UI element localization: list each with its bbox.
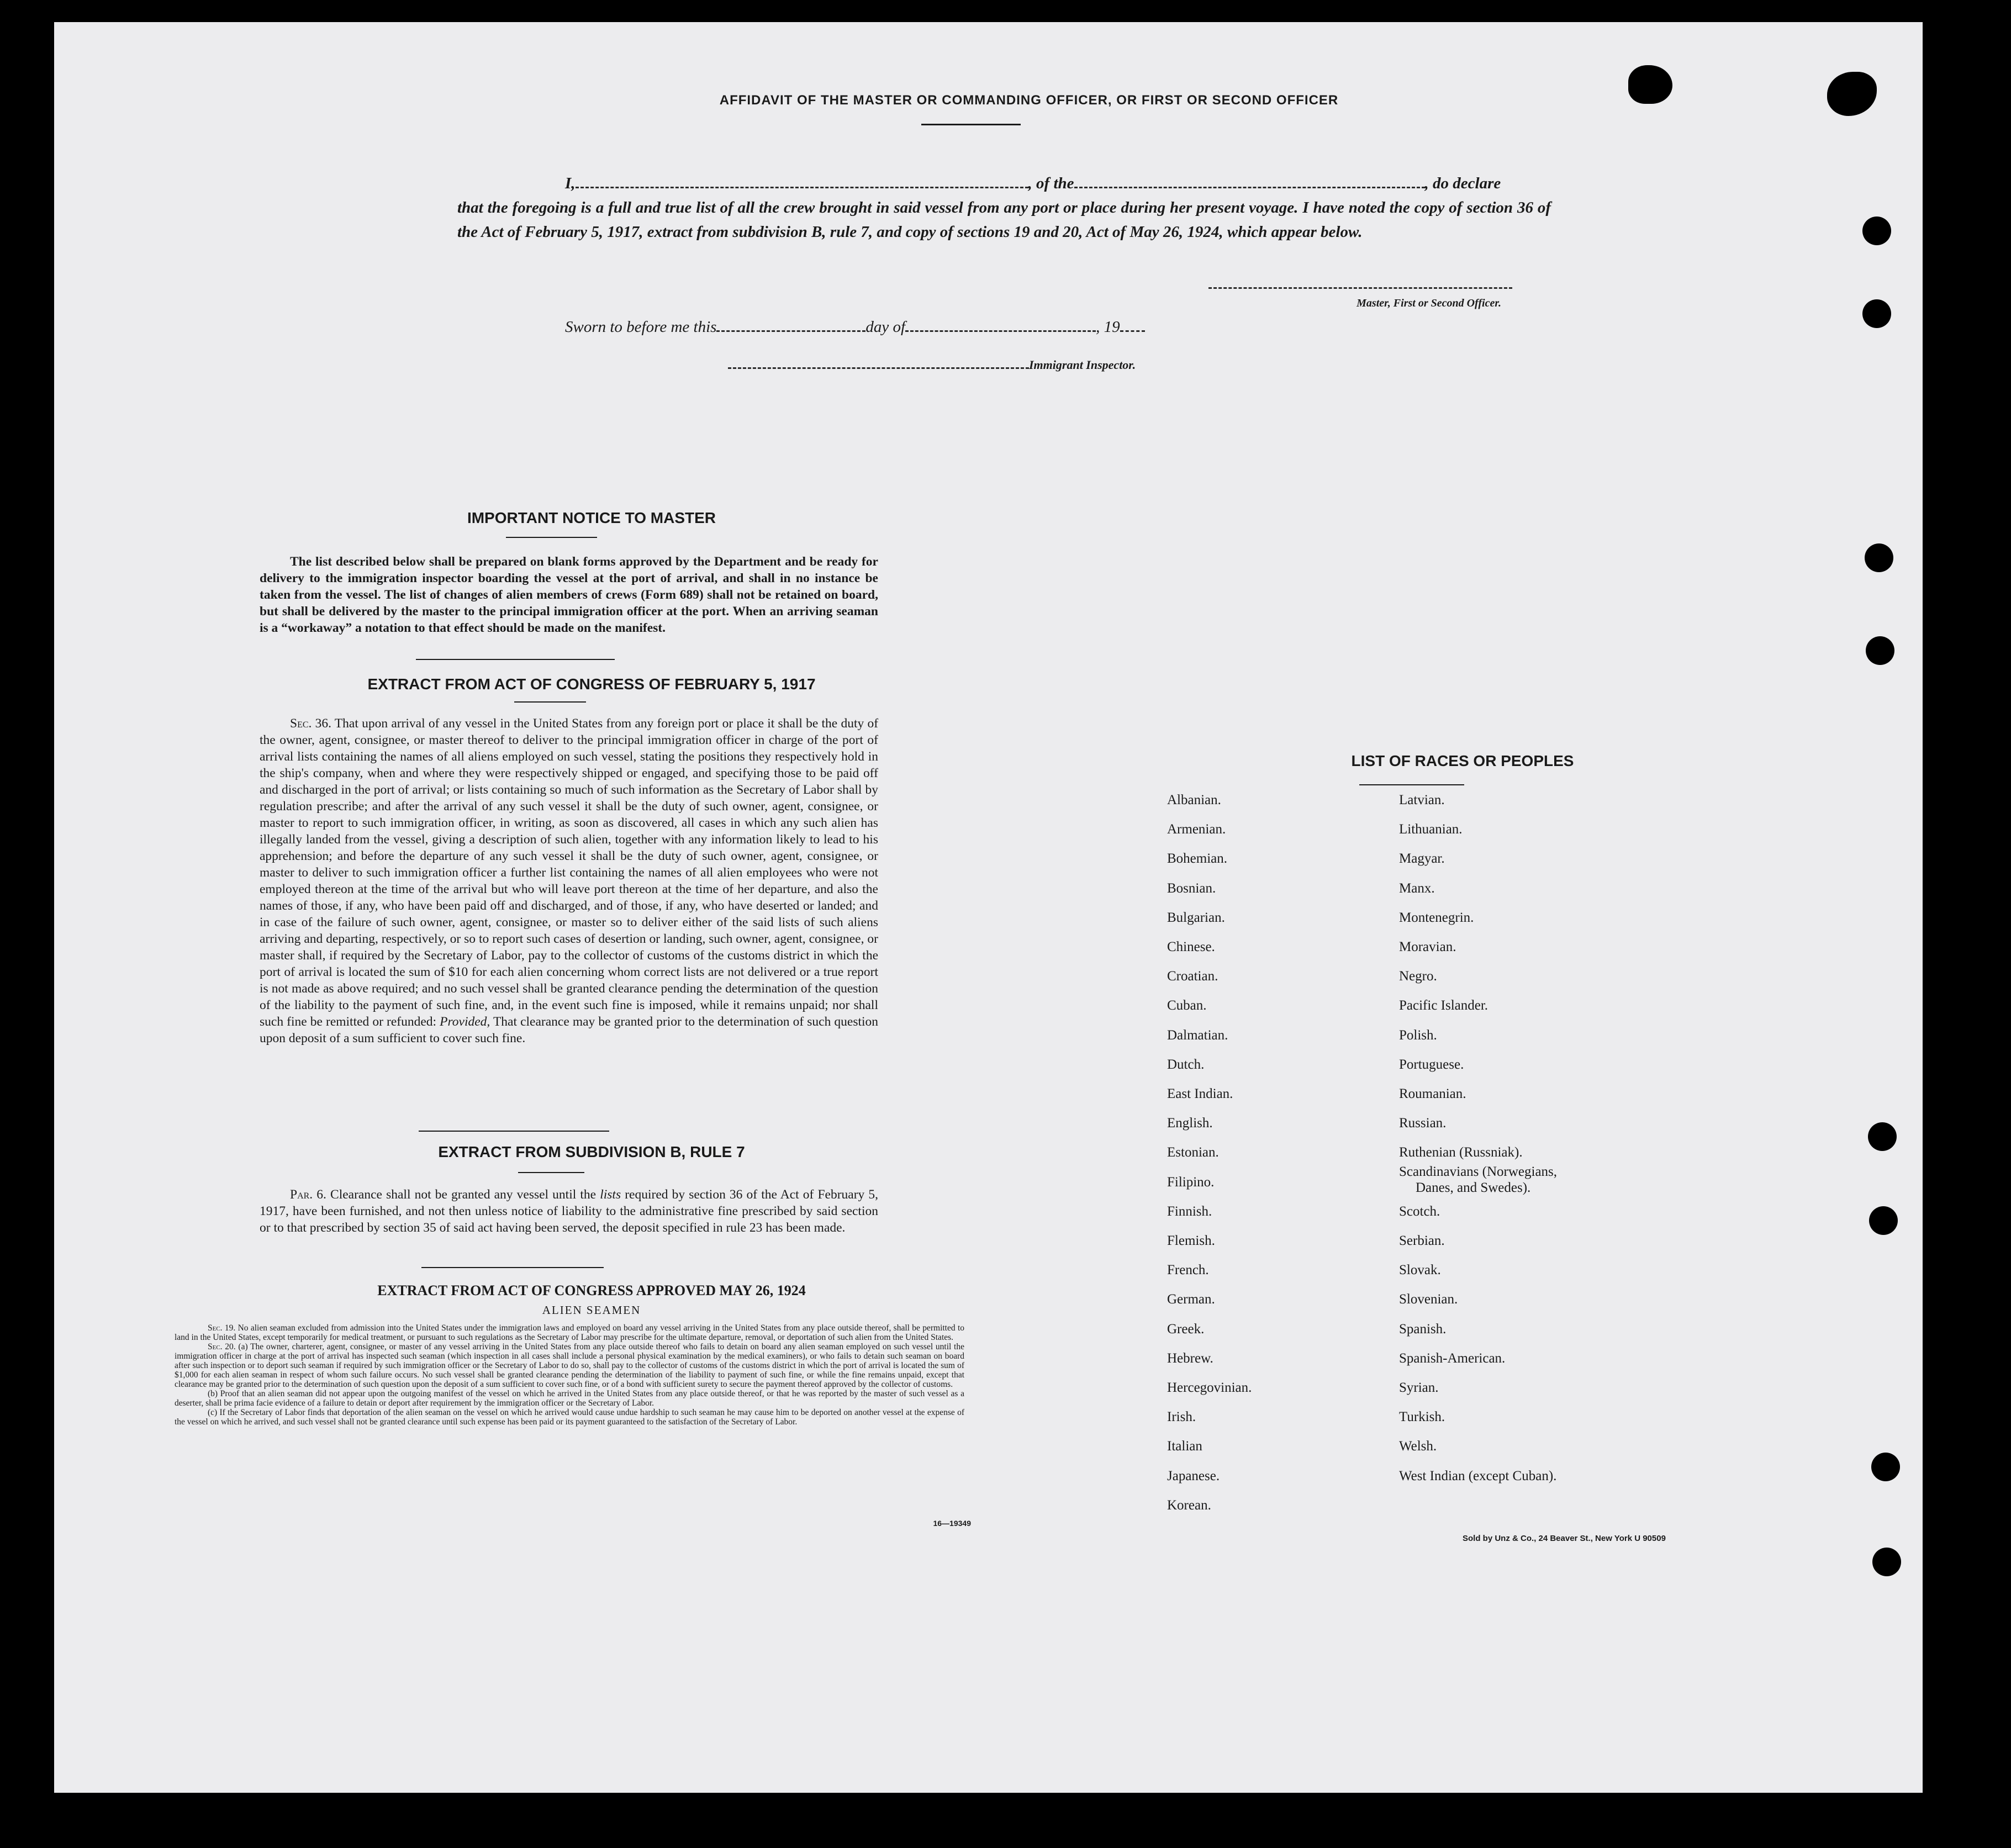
race-item: Magyar. xyxy=(1399,851,1445,867)
race-item: Irish. xyxy=(1167,1409,1196,1425)
race-item: Manx. xyxy=(1399,880,1435,896)
day-blank xyxy=(716,330,865,332)
title-rule xyxy=(921,124,1021,125)
sworn-line xyxy=(565,315,1228,339)
race-item: Spanish-American. xyxy=(1399,1350,1506,1366)
race-item: Flemish. xyxy=(1167,1233,1215,1248)
par-6-text-b: required by section 36 of the Act of February 5, 1917, have been furnished, and not then unless notice of liability to the administrative fine prescribed by said section or to that prescribed by section 35 of said act having been served, the deposit specified in rule 23 has been made. xyxy=(260,1187,879,1235)
race-item: German. xyxy=(1167,1292,1215,1307)
race-item: Negro. xyxy=(1399,969,1437,984)
sec-20c-paragraph: (c) If the Secretary of Labor finds that deportation of the alien seaman on the vessel on which he arrived would cause undue hardship to such seaman he may cause him to be deported on another vessel at the expense of the vessel on which he arrived, and such vessel shall not be granted clearance until such expense has been paid or its payment guaranteed to the satisfaction of the Secretary of Labor. xyxy=(175,1408,964,1427)
extract-rule7-divider xyxy=(421,1267,604,1268)
race-item: Bulgarian. xyxy=(1167,910,1225,925)
punch-hole xyxy=(1862,217,1891,245)
race-item: Ruthenian (Russniak). xyxy=(1399,1145,1523,1160)
sec-20-label: Sec. 20. xyxy=(208,1342,236,1351)
race-item: East Indian. xyxy=(1167,1086,1233,1101)
race-item: Finnish. xyxy=(1167,1203,1212,1219)
race-item: Latvian. xyxy=(1399,793,1445,807)
race-item: Estonian. xyxy=(1167,1145,1219,1160)
sworn-text: Sworn to before me this xyxy=(565,318,717,336)
notice-divider xyxy=(416,659,615,660)
extract-rule7-rule xyxy=(518,1172,584,1173)
race-item: Scotch. xyxy=(1399,1203,1440,1219)
race-item: Bosnian. xyxy=(1167,880,1216,896)
form-number: 16—19349 xyxy=(933,1519,971,1528)
vessel-blank xyxy=(1074,187,1425,188)
signature-line xyxy=(1208,287,1512,289)
race-item: Slovak. xyxy=(1399,1263,1441,1278)
race-item: Cuban. xyxy=(1167,998,1207,1013)
extract-1924-body xyxy=(175,1323,964,1427)
par-6-text-a: Clearance shall not be granted any vessel until the xyxy=(330,1187,597,1202)
race-item: French. xyxy=(1167,1263,1209,1278)
sec-19-paragraph xyxy=(175,1323,964,1342)
extract-1917-divider xyxy=(419,1131,609,1132)
affidavit-i: I, xyxy=(565,175,576,192)
provided-word: Provided, xyxy=(440,1015,490,1029)
inspector-label: Immigrant Inspector. xyxy=(1029,358,1136,372)
race-item: Greek. xyxy=(1167,1321,1205,1337)
sec-36-label: Sec. 36. xyxy=(290,716,331,731)
race-item: Montenegrin. xyxy=(1399,910,1474,925)
race-item: Italian xyxy=(1167,1439,1202,1454)
extract-1917-title: EXTRACT FROM ACT OF CONGRESS OF FEBRUARY 5, 1917 xyxy=(367,675,816,693)
race-item: Korean. xyxy=(1167,1497,1211,1513)
race-item: Roumanian. xyxy=(1399,1086,1466,1101)
ink-blot xyxy=(1628,65,1672,104)
sec-20a-paragraph xyxy=(175,1342,964,1389)
race-item: Albanian. xyxy=(1167,793,1221,807)
punch-hole xyxy=(1872,1548,1901,1576)
year-blank xyxy=(1120,330,1145,332)
affidavit-text: that the foregoing is a full and true list of all the crew brought in said vessel from any port or place during her present voyage. I have noted the copy of section 36 of the Act of February 5, 1917, extract from subdivision B, rule 7, and copy of sections 19 and 20, Act of May 26, 1924, which appear below. xyxy=(457,199,1551,241)
punch-hole xyxy=(1868,1122,1897,1151)
races-title: LIST OF RACES OR PEOPLES xyxy=(1351,752,1574,769)
race-item: Dutch. xyxy=(1167,1057,1205,1072)
race-item: Lithuanian. xyxy=(1399,822,1463,837)
inspector-blank xyxy=(728,367,1029,369)
ink-blot xyxy=(1827,72,1877,116)
month-blank xyxy=(905,330,1096,332)
sec-20a-text: (a) The owner, charterer, agent, consignee, or master of any vessel arriving in the United States from any place outside thereof who fails to detain on board any alien seaman employed on such vessel until the immigration officer in charge at the port of arrival has inspected such seaman (which inspection in all cases shall include a personal physical examination by the medical examiners), or who fails to detain such seaman on board after such inspection or to deport such seaman if required by such immigration officer or the Secretary of Labor to do so, shall pay to the collector of customs of the customs district in which the port of arrival is located the sum of $1,000 for each alien seaman in respect of whom such failure occurs. No such vessel shall be granted clearance pending the determination of the liability to payment of such fine, or while the fine remains unpaid, except that clearance may be granted prior to the determination of such question upon the deposit of a sum sufficient to cover such fine, or of a bond with sufficient surety to secure the payment thereof approved by the collector of customs. xyxy=(175,1342,964,1389)
inspector-line xyxy=(728,358,1197,372)
notice-title: IMPORTANT NOTICE TO MASTER xyxy=(467,509,716,526)
extract-1917-rule xyxy=(514,701,586,703)
extract-rule7-title: EXTRACT FROM SUBDIVISION B, RULE 7 xyxy=(438,1143,745,1160)
race-item: Filipino. xyxy=(1167,1174,1215,1190)
race-item: Portuguese. xyxy=(1399,1057,1464,1072)
race-item: Syrian. xyxy=(1399,1380,1439,1395)
year-text: , 19 xyxy=(1096,318,1120,336)
race-item: Welsh. xyxy=(1399,1439,1437,1454)
race-item: Scandinavians (Norwegians, xyxy=(1399,1164,1558,1179)
race-item: English. xyxy=(1167,1116,1213,1131)
race-item: Turkish. xyxy=(1399,1409,1445,1425)
race-item: Croatian. xyxy=(1167,969,1218,984)
race-item: Dalmatian. xyxy=(1167,1027,1228,1043)
punch-hole xyxy=(1865,543,1893,572)
race-item: Hercegovinian. xyxy=(1167,1380,1252,1395)
notice-body: The list described below shall be prepared on blank forms approved by the Department and be ready for delivery to the immigration inspector boarding the vessel at the port of arrival, and shall in no instance be taken from the vessel. The list of changes of alien members of crews (Form 689) shall not be retained on board, but shall be delivered by the master to the principal immigration officer at the port. When an arriving seaman is a “workaway” a notation to that effect should be made on the manifest. xyxy=(260,555,878,635)
extract-1924-title: EXTRACT FROM ACT OF CONGRESS APPROVED MAY 26, 1924 xyxy=(377,1282,806,1298)
race-item: West Indian (except Cuban). xyxy=(1399,1468,1557,1483)
race-item: Pacific Islander. xyxy=(1399,998,1489,1013)
day-of-text: day of xyxy=(865,318,906,336)
extract-rule7-body xyxy=(260,1186,878,1236)
extract-1924-subtitle: ALIEN SEAMEN xyxy=(542,1303,641,1317)
sec-19-label: Sec. 19. xyxy=(208,1323,236,1333)
race-item: Spanish. xyxy=(1399,1321,1447,1337)
notice-rule xyxy=(506,537,597,538)
race-item: Polish. xyxy=(1399,1027,1437,1043)
affidavit-do-declare: , do declare xyxy=(1424,175,1501,192)
name-blank xyxy=(576,187,1028,188)
race-item: Bohemian. xyxy=(1167,851,1228,867)
affidavit-title: AFFIDAVIT OF THE MASTER OR COMMANDING OFFICER, OR FIRST OR SECOND OFFICER xyxy=(719,93,1339,108)
par-6-label: Par. 6. xyxy=(290,1187,326,1202)
race-item: Moravian. xyxy=(1399,939,1456,954)
signature-label: Master, First or Second Officer. xyxy=(1356,297,1501,309)
races-rule xyxy=(1359,784,1464,785)
sec-19-text: No alien seaman excluded from admission into the United States under the immigration laws and employed on board any vessel arriving in the United States from any place outside thereof, shall be permitted to land in the United States, except temporarily for medical treatment, or pursuant to such regulations as the Secretary of Labor may prescribe for the ultimate departure, removal, or deportation of such alien from the United States. xyxy=(175,1323,964,1342)
race-item: Russian. xyxy=(1399,1116,1447,1131)
race-item: Chinese. xyxy=(1167,939,1215,954)
race-item: Slovenian. xyxy=(1399,1292,1458,1307)
lists-word: lists xyxy=(600,1187,621,1202)
sec-36-end: That clearance may be granted prior to the determination of such question upon deposit of a sum sufficient to cover such fine. xyxy=(260,1015,879,1046)
sec-36-text: That upon arrival of any vessel in the United States from any foreign port or place it shall be the duty of the owner, agent, consignee, or master thereof to deliver to the principal immigration officer in charge of the port of arrival lists containing the names of all aliens employed on such vessel, stating the positions they respectively hold in the ship's company, when and where they were respectively shipped or engaged, and specifying those to be paid off and discharged in the port of arrival; or lists containing so much of such information as the Secretary of Labor shall by regulation prescribe; and after the arrival of any such vessel it shall be the duty of such owner, agent, consignee, or master to report to such immigration officer, in writing, as soon as discovered, all cases in which any such alien has illegally landed from the vessel, giving a description of such alien, together with any information likely to lead to his apprehension; and before the departure of any such vessel it shall be the duty of such owner, agent, consignee, or master to deliver to such immigration officer a further list containing the names of all alien employees who were not employed thereon at the time of the arrival but who will leave port thereon at the time of her departure, and also the names of those, if any, who have been paid off and discharged, and of those, if any, who have deserted or landed; and in case of the failure of such owner, agent, consignee, or master so to deliver either of the said lists of such aliens arriving and departing, respectively, or so to report such cases of desertion or landing, such owner, agent, consignee, or master shall, if required by the Secretary of Labor, pay to the collector of customs of the customs district in which the port of arrival is located the sum of $10 for each alien concerning whom correct lists are not delivered or a true report is not made as above required; and no such vessel shall be granted clearance pending the determination of the question of the liability to the payment of such fine, and, in the event such fine is imposed, while it remains unpaid; nor shall such fine be remitted or refunded: xyxy=(260,716,879,1029)
punch-hole xyxy=(1862,299,1891,328)
affidavit-declaration xyxy=(457,171,1551,244)
race-item: Armenian. xyxy=(1167,822,1226,837)
document-page xyxy=(54,22,1923,1793)
affidavit-of-the: , of the xyxy=(1028,175,1074,192)
race-item: Japanese. xyxy=(1167,1468,1220,1483)
race-item: Danes, and Swedes). xyxy=(1416,1180,1531,1195)
race-item: Serbian. xyxy=(1399,1233,1445,1248)
punch-hole xyxy=(1866,636,1894,665)
race-item: Hebrew. xyxy=(1167,1350,1213,1366)
sec-20b-paragraph: (b) Proof that an alien seaman did not appear upon the outgoing manifest of the vessel on which he arrived in the United States from any place outside thereof, or that he was reported by the master of such vessel as a deserter, shall be prima facie evidence of a failure to detain or deport after requirement by the immigration officer or the Secretary of Labor. xyxy=(175,1389,964,1408)
sold-by-note: Sold by Unz & Co., 24 Beaver St., New York U 90509 xyxy=(1463,1534,1666,1543)
punch-hole xyxy=(1871,1453,1900,1481)
punch-hole xyxy=(1869,1206,1898,1235)
extract-1917-body xyxy=(260,715,878,1047)
